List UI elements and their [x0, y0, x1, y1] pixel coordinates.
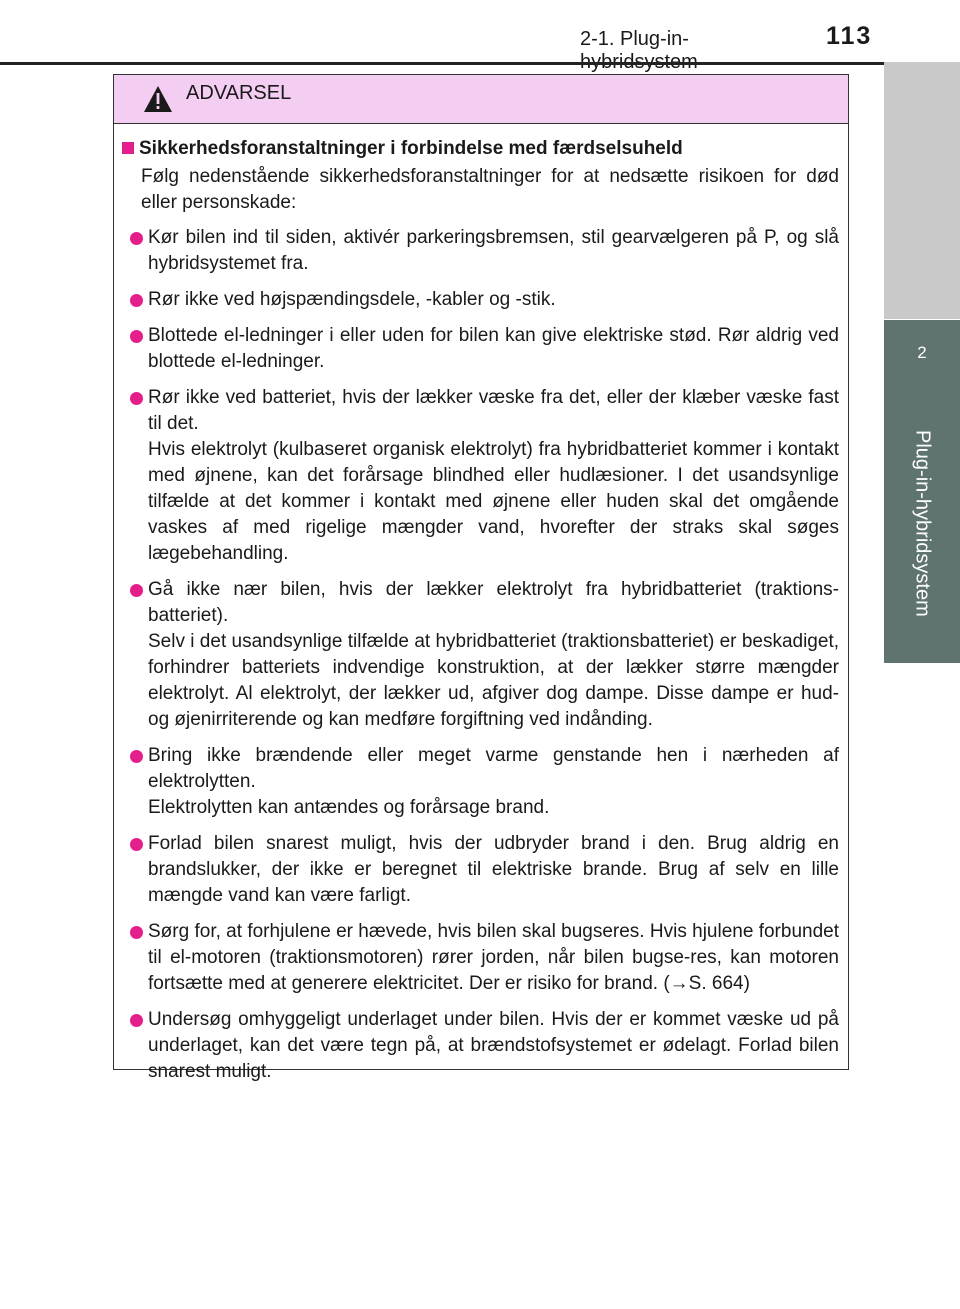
- bullet-icon: [130, 232, 143, 245]
- warning-label: ADVARSEL: [186, 81, 292, 104]
- precaution-list: [122, 225, 839, 1085]
- page-number: 113: [826, 22, 873, 50]
- header-divider: [0, 62, 960, 65]
- bullet-icon: [130, 838, 143, 851]
- list-item: Bring ikke brændende eller meget varme genstande hen i nærheden af elektrolytten. Elektrolytten kan antændes og forårsage brand.: [122, 743, 839, 821]
- side-tab-upper: [884, 62, 960, 319]
- section-heading-text: Sikkerhedsforanstaltninger i forbindelse med færdselsuheld: [139, 138, 683, 159]
- warning-header: [114, 75, 848, 124]
- list-item: Gå ikke nær bilen, hvis der lækker elektrolyt fra hybridbatteriet (traktions-batteriet). Selv i det usandsynlige tilfælde at hybridbatteriet (traktionsbatteriet) er beskadiget, forhindrer batteriets indvendige konstruktion, at der lækker større mængder elektrolyt. Al elektrolyt, der lækker ud, afgiver dog dampe. Disse dampe er hud- og øjenirriterende og kan medføre forgiftning ved indånding.: [122, 577, 839, 733]
- list-item: Blottede el-ledninger i eller uden for bilen kan give elektriske stød. Rør aldrig ved blottede el-ledninger.: [122, 323, 839, 375]
- bullet-icon: [130, 584, 143, 597]
- list-item: Forlad bilen snarest muligt, hvis der udbryder brand i den. Brug aldrig en brandslukker, der ikke er beregnet til elektriske brande. Brug af selv en lille mængde vand kan være farligt.: [122, 831, 839, 909]
- warning-triangle-icon: [143, 85, 173, 113]
- bullet-icon: [130, 750, 143, 763]
- square-bullet-icon: [122, 142, 134, 154]
- bullet-icon: [130, 294, 143, 307]
- intro-text: Følg nedenstående sikkerhedsforanstaltninger for at nedsætte risikoen for død eller personskade:: [141, 166, 839, 213]
- warning-box: [113, 74, 849, 1082]
- bullet-icon: [130, 392, 143, 405]
- list-item: Sørg for, at forhjulene er hævede, hvis bilen skal bugseres. Hvis hjulene forbundet til el-motoren (traktionsmotoren) rører jorden, når bilen bugse-res, kan motoren fortsætte med at generere elektricitet. Der er risiko for brand. (→S. 664): [122, 919, 839, 997]
- list-item: Kør bilen ind til siden, aktivér parkeringsbremsen, stil gearvælgeren på P, og slå hybridsystemet fra.: [122, 225, 839, 277]
- list-item: Rør ikke ved batteriet, hvis der lækker væske fra det, eller der klæber væske fast til det. Hvis elektrolyt (kulbaseret organisk elektrolyt) fra hybridbatteriet kommer i kontakt med øjnene, kan det forårsage blindhed eller hudlæsioner. I det usandsynlige tilfælde at det kommer i kontakt med øjnene eller huden skal det omgående vaskes af med rigelige mængder vand, hvorefter der straks skal søges lægebehandling.: [122, 385, 839, 567]
- chapter-title: Plug-in-hybridsystem: [911, 430, 934, 617]
- section-heading: [122, 138, 839, 160]
- section-title: 2-1. Plug-in-: [580, 28, 689, 50]
- bullet-icon: [130, 330, 143, 343]
- chapter-number: 2: [917, 343, 927, 362]
- list-item: Undersøg omhyggeligt underlaget under bilen. Hvis der er kommet væske ud på underlaget, kan det være tegn på, at brændstofsystemet er ødelagt. Forlad bilen snarest muligt.: [122, 1007, 839, 1085]
- warning-body: [114, 124, 848, 1085]
- list-item: Rør ikke ved højspændingsdele, -kabler og -stik.: [122, 287, 839, 313]
- bullet-icon: [130, 1014, 143, 1027]
- bullet-icon: [130, 926, 143, 939]
